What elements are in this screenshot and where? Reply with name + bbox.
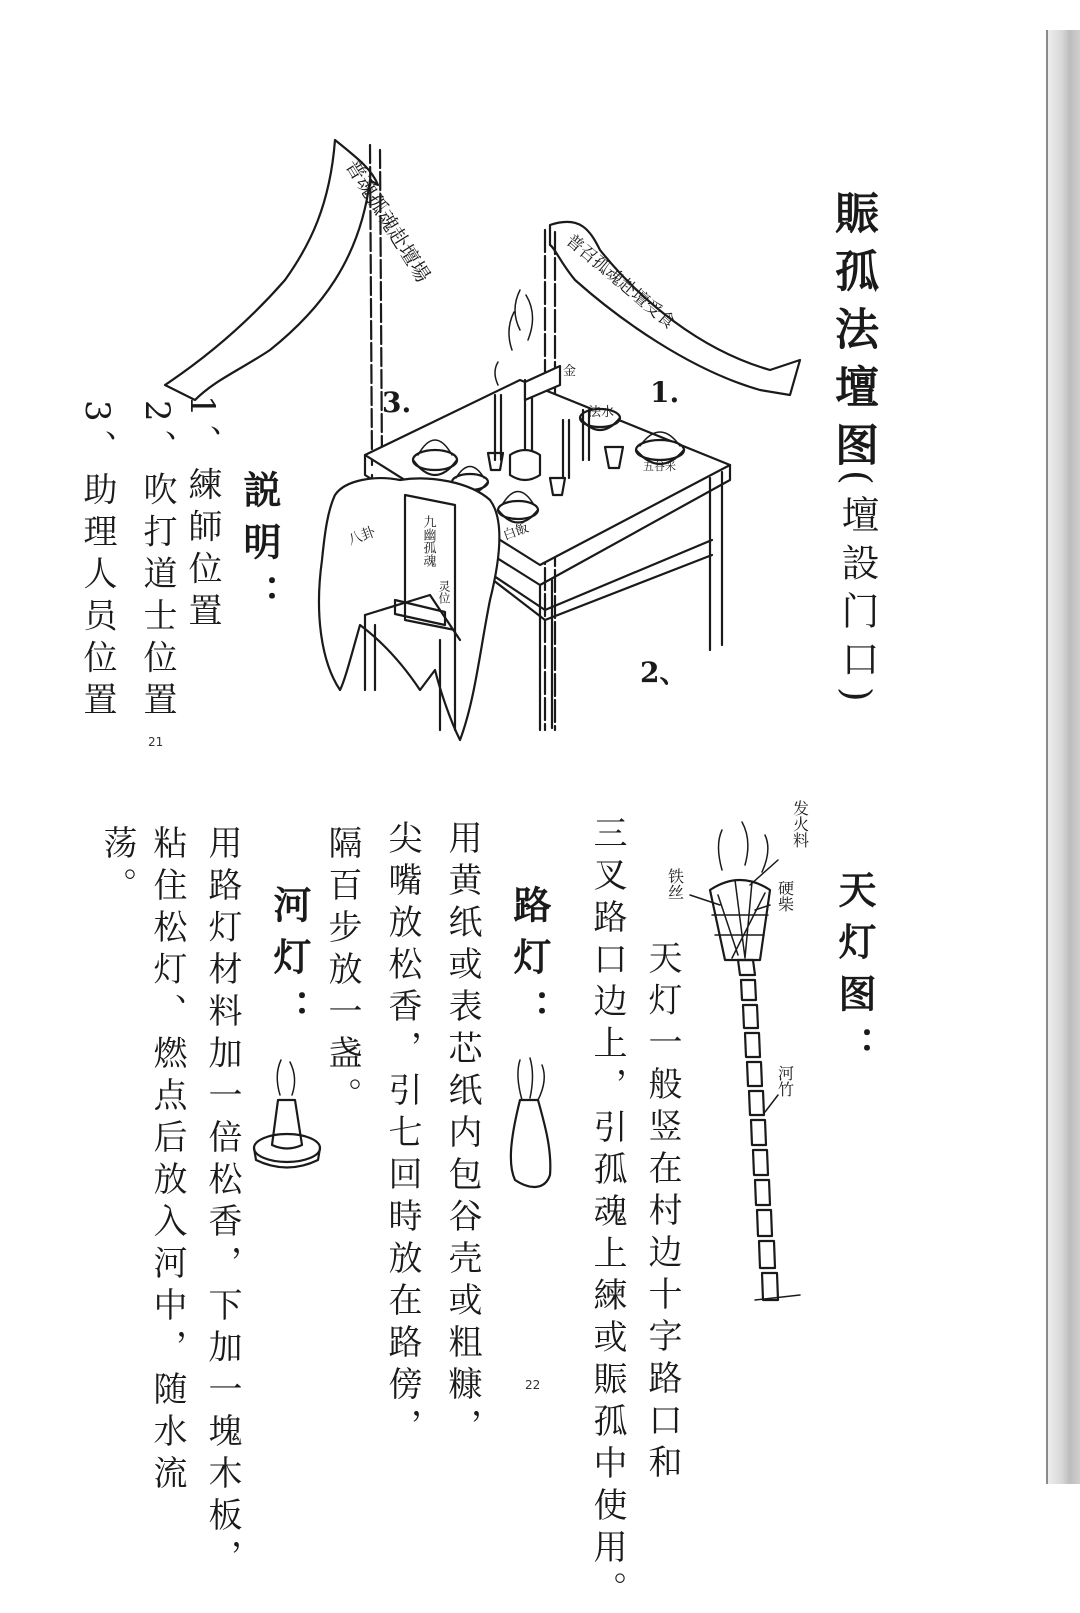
right-banner-text: 普召孤魂赴壇受食 [561,230,679,334]
lamp-heading: 天灯图： [832,870,877,1078]
label-incense-cup: 金 [563,364,577,379]
label-five-grain: 五谷米 [643,460,676,473]
label-river-bamboo: 河竹 [775,1065,795,1097]
page-subtitle: (壇設门口) [835,470,879,712]
legend-item-2: 2、吹打道士位置 [137,400,177,724]
marker-2: 2、 [640,656,688,689]
left-banner-text: 普魂孤魂赴壇場 [340,154,436,287]
road-lamp [511,1100,550,1187]
bamboo-pole [738,960,778,1300]
page-number-top: 21 [148,735,164,749]
marker-1: 1. [650,376,680,409]
road-lamp-heading: 路灯： [507,885,552,1041]
marker-3: 3. [382,386,412,419]
sky-lamp-wires [712,880,768,958]
lamp-text-2: 三叉路口边上，引孤魂上練或賑孤中使用。 [587,815,627,1613]
river-bamboo-leader [765,1095,778,1112]
river-lamp-heading: 河灯： [267,885,312,1041]
label-rice: 白飯 [501,520,531,544]
lamp-text-5: 尖嘴放松香，引七回時放在路傍， [382,820,422,1450]
tablet-sub: 灵位 [437,580,451,604]
sky-lamp-flame [719,822,768,872]
page-number-bottom: 22 [525,1378,541,1392]
legend-item-3: 3、助理人员位置 [77,400,117,724]
chair-label: 八卦 [345,524,378,549]
label-fire-material: 发火料 [790,800,810,848]
lamp-text-4: 用黄纸或表芯纸内包谷壳或粗糠， [442,820,482,1450]
legend-item-1: 1、練師位置 [182,395,222,635]
label-iron-wire: 铁丝 [665,868,685,900]
iron-wire-leader [690,895,720,905]
explanation-heading: 説明： [237,470,282,626]
label-hard-wood: 硬柴 [775,880,795,912]
tablet-text: 九幽孤魂 [420,515,436,567]
river-lamp-flame [277,1060,294,1095]
lamp-text-9: 粘住松灯、燃点后放入河中，随水流 [147,825,187,1497]
river-lamp [272,1100,302,1149]
lamp-text-6: 隔百步放一盏。 [322,825,362,1119]
page-title: 賑孤法壇图 [827,190,878,480]
lamp-text-1: 天灯一般竖在村边十字路口和 [642,940,682,1486]
lamp-text-10: 荡。 [97,825,137,909]
label-holy-water: 法水 [588,405,615,420]
road-lamp-flame [518,1058,544,1100]
lamp-text-8: 用路灯材料加一倍松香，下加一塊木板， [202,825,242,1581]
